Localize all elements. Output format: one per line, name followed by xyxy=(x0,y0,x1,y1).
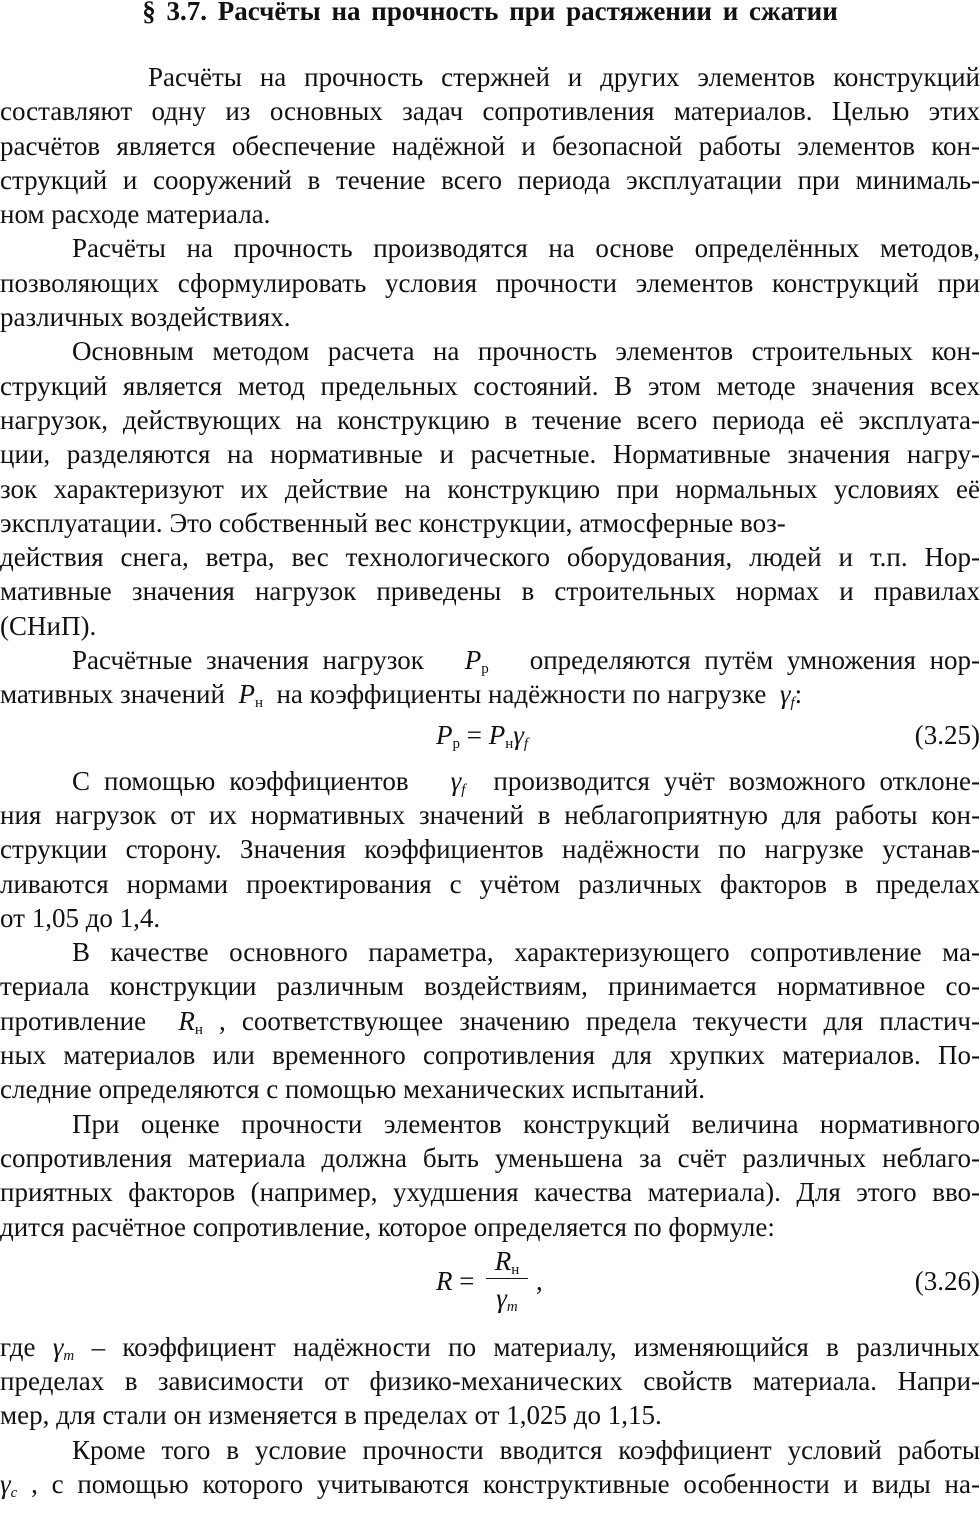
text-line: струкции сторону. Значения коэффициентов надёжности по нагрузке устанав- xyxy=(0,834,980,865)
text-line: При оценке прочности элементов конструкций величина нормативного xyxy=(72,1108,980,1139)
text-line: мативные значения нагрузок приведены в строительных нормах и правилах xyxy=(0,576,980,607)
symbol-r-n: $R_н$ xyxy=(178,1005,203,1038)
text-line: мер, для стали он изменяется в пределах от 1,025 до 1,15. xyxy=(0,1400,662,1431)
text-line: зок характеризуют их действие на конструкцию при нормальных условиях её xyxy=(0,473,980,504)
section-title: § 3.7. Расчёты на прочность при растяжении и сжатии xyxy=(142,0,838,26)
text-line: ном расходе материала. xyxy=(0,199,271,230)
text-line: Расчёты на прочность стержней и других элементов конструкций xyxy=(148,62,980,92)
text-line: мативных значений $P_н$ на коэффициенты надёжности по нагрузке $\gamma_f$: xyxy=(0,679,803,712)
text-line: приятных факторов (например, ухудшения качества материала). Для этого вво- xyxy=(0,1177,980,1208)
text-line: струкций является метод предельных состояний. В этом методе значения всех xyxy=(0,370,980,401)
text-line: составляют одну из основных задач сопротивления материалов. Целью этих xyxy=(0,96,980,127)
text-line: эксплуатации. Это собственный вес конструкции, атмосферные воз- xyxy=(0,507,786,538)
text-line: дится расчётное сопротивление, которое определяется по формуле: xyxy=(0,1211,775,1242)
formula-3-26: R = $R_н$ $\gamma_m$ , (3.26) xyxy=(436,1245,980,1315)
symbol-gamma-f: $\gamma_f$ xyxy=(779,679,795,712)
text-line: (СНиП). xyxy=(0,610,97,641)
text-line: ции, разделяются на нормативные и расчетные. Нормативные значения нагру- xyxy=(0,439,980,470)
text-line: расчётов является обеспечение надёжной и безопасной работы элементов кон- xyxy=(0,130,980,161)
text-line: действия снега, ветра, вес технологического оборудования, людей и т.п. Нор- xyxy=(0,542,980,573)
symbol-p-n: $P_н$ xyxy=(238,679,263,712)
text-line: Расчётные значения нагрузок $P_р$ определяются путём умножения нор- xyxy=(72,645,980,678)
text-line: противление $R_н$ , соответствующее значению предела текучести для пластич- xyxy=(0,1005,980,1038)
text-line: Кроме того в условие прочности вводится коэффициент условий работы xyxy=(72,1434,980,1465)
text-line: пределах в зависимости от физико-механических свойств материала. Напри- xyxy=(0,1366,980,1397)
formula-3-25 xyxy=(0,712,980,764)
fraction-numerator: $R_н$ xyxy=(486,1244,528,1279)
formula-fraction xyxy=(486,1244,528,1317)
body-text xyxy=(0,60,980,1501)
formula-lhs: R = xyxy=(436,1265,475,1296)
symbol-gamma-f: $\gamma_f$ xyxy=(450,765,466,798)
text-line: С помощью коэффициентов $\gamma_f$ производится учёт возможного отклоне- xyxy=(72,765,980,798)
text-line: $\gamma_c$ , с помощью которого учитываются конструктивные особенности и виды на- xyxy=(0,1468,980,1501)
text-line: позволяющих сформулировать условия прочности элементов конструкций при xyxy=(0,267,980,298)
text-line: ливаются нормами проектирования с учётом различных факторов в пределах xyxy=(0,868,980,899)
fraction-denominator: $\gamma_m$ xyxy=(496,1282,518,1315)
formula-expression: $P_р = P_н\gamma_f$ xyxy=(436,719,529,752)
formula-number: (3.25) xyxy=(914,719,980,750)
symbol-p-r: $P_р$ xyxy=(464,645,489,678)
text-line: Основным методом расчета на прочность элементов строительных кон- xyxy=(72,336,980,367)
text-line: В качестве основного параметра, характеризующего сопротивление ма- xyxy=(72,937,980,968)
text-line: ных материалов или временного сопротивления для хрупких материалов. По- xyxy=(0,1040,980,1071)
text-line: где $\gamma_m$ – коэффициент надёжности по материалу, изменяющийся в различных xyxy=(0,1331,980,1364)
text-line: териала конструкции различным воздействиям, принимается нормативное со- xyxy=(0,971,980,1002)
text-line: различных воздействиях. xyxy=(0,302,291,333)
text-line: следние определяются с помощью механических испытаний. xyxy=(0,1074,706,1105)
text-line: струкций и сооружений в течение всего периода эксплуатации при минималь- xyxy=(0,164,980,195)
text-line: нагрузок, действующих на конструкцию в течение всего периода её эксплуата- xyxy=(0,404,980,435)
text-line: Расчёты на прочность производятся на основе определённых методов, xyxy=(72,233,980,264)
text-line: сопротивления материала должна быть уменьшена за счёт различных неблаго- xyxy=(0,1142,980,1173)
text-line: ния нагрузок от их нормативных значений в неблагоприятную для работы кон- xyxy=(0,799,980,830)
symbol-gamma-c: $\gamma_c$ xyxy=(0,1468,18,1501)
formula-number: (3.26) xyxy=(914,1265,980,1296)
text-line: от 1,05 до 1,4. xyxy=(0,902,161,933)
symbol-gamma-m: $\gamma_m$ xyxy=(52,1331,75,1364)
